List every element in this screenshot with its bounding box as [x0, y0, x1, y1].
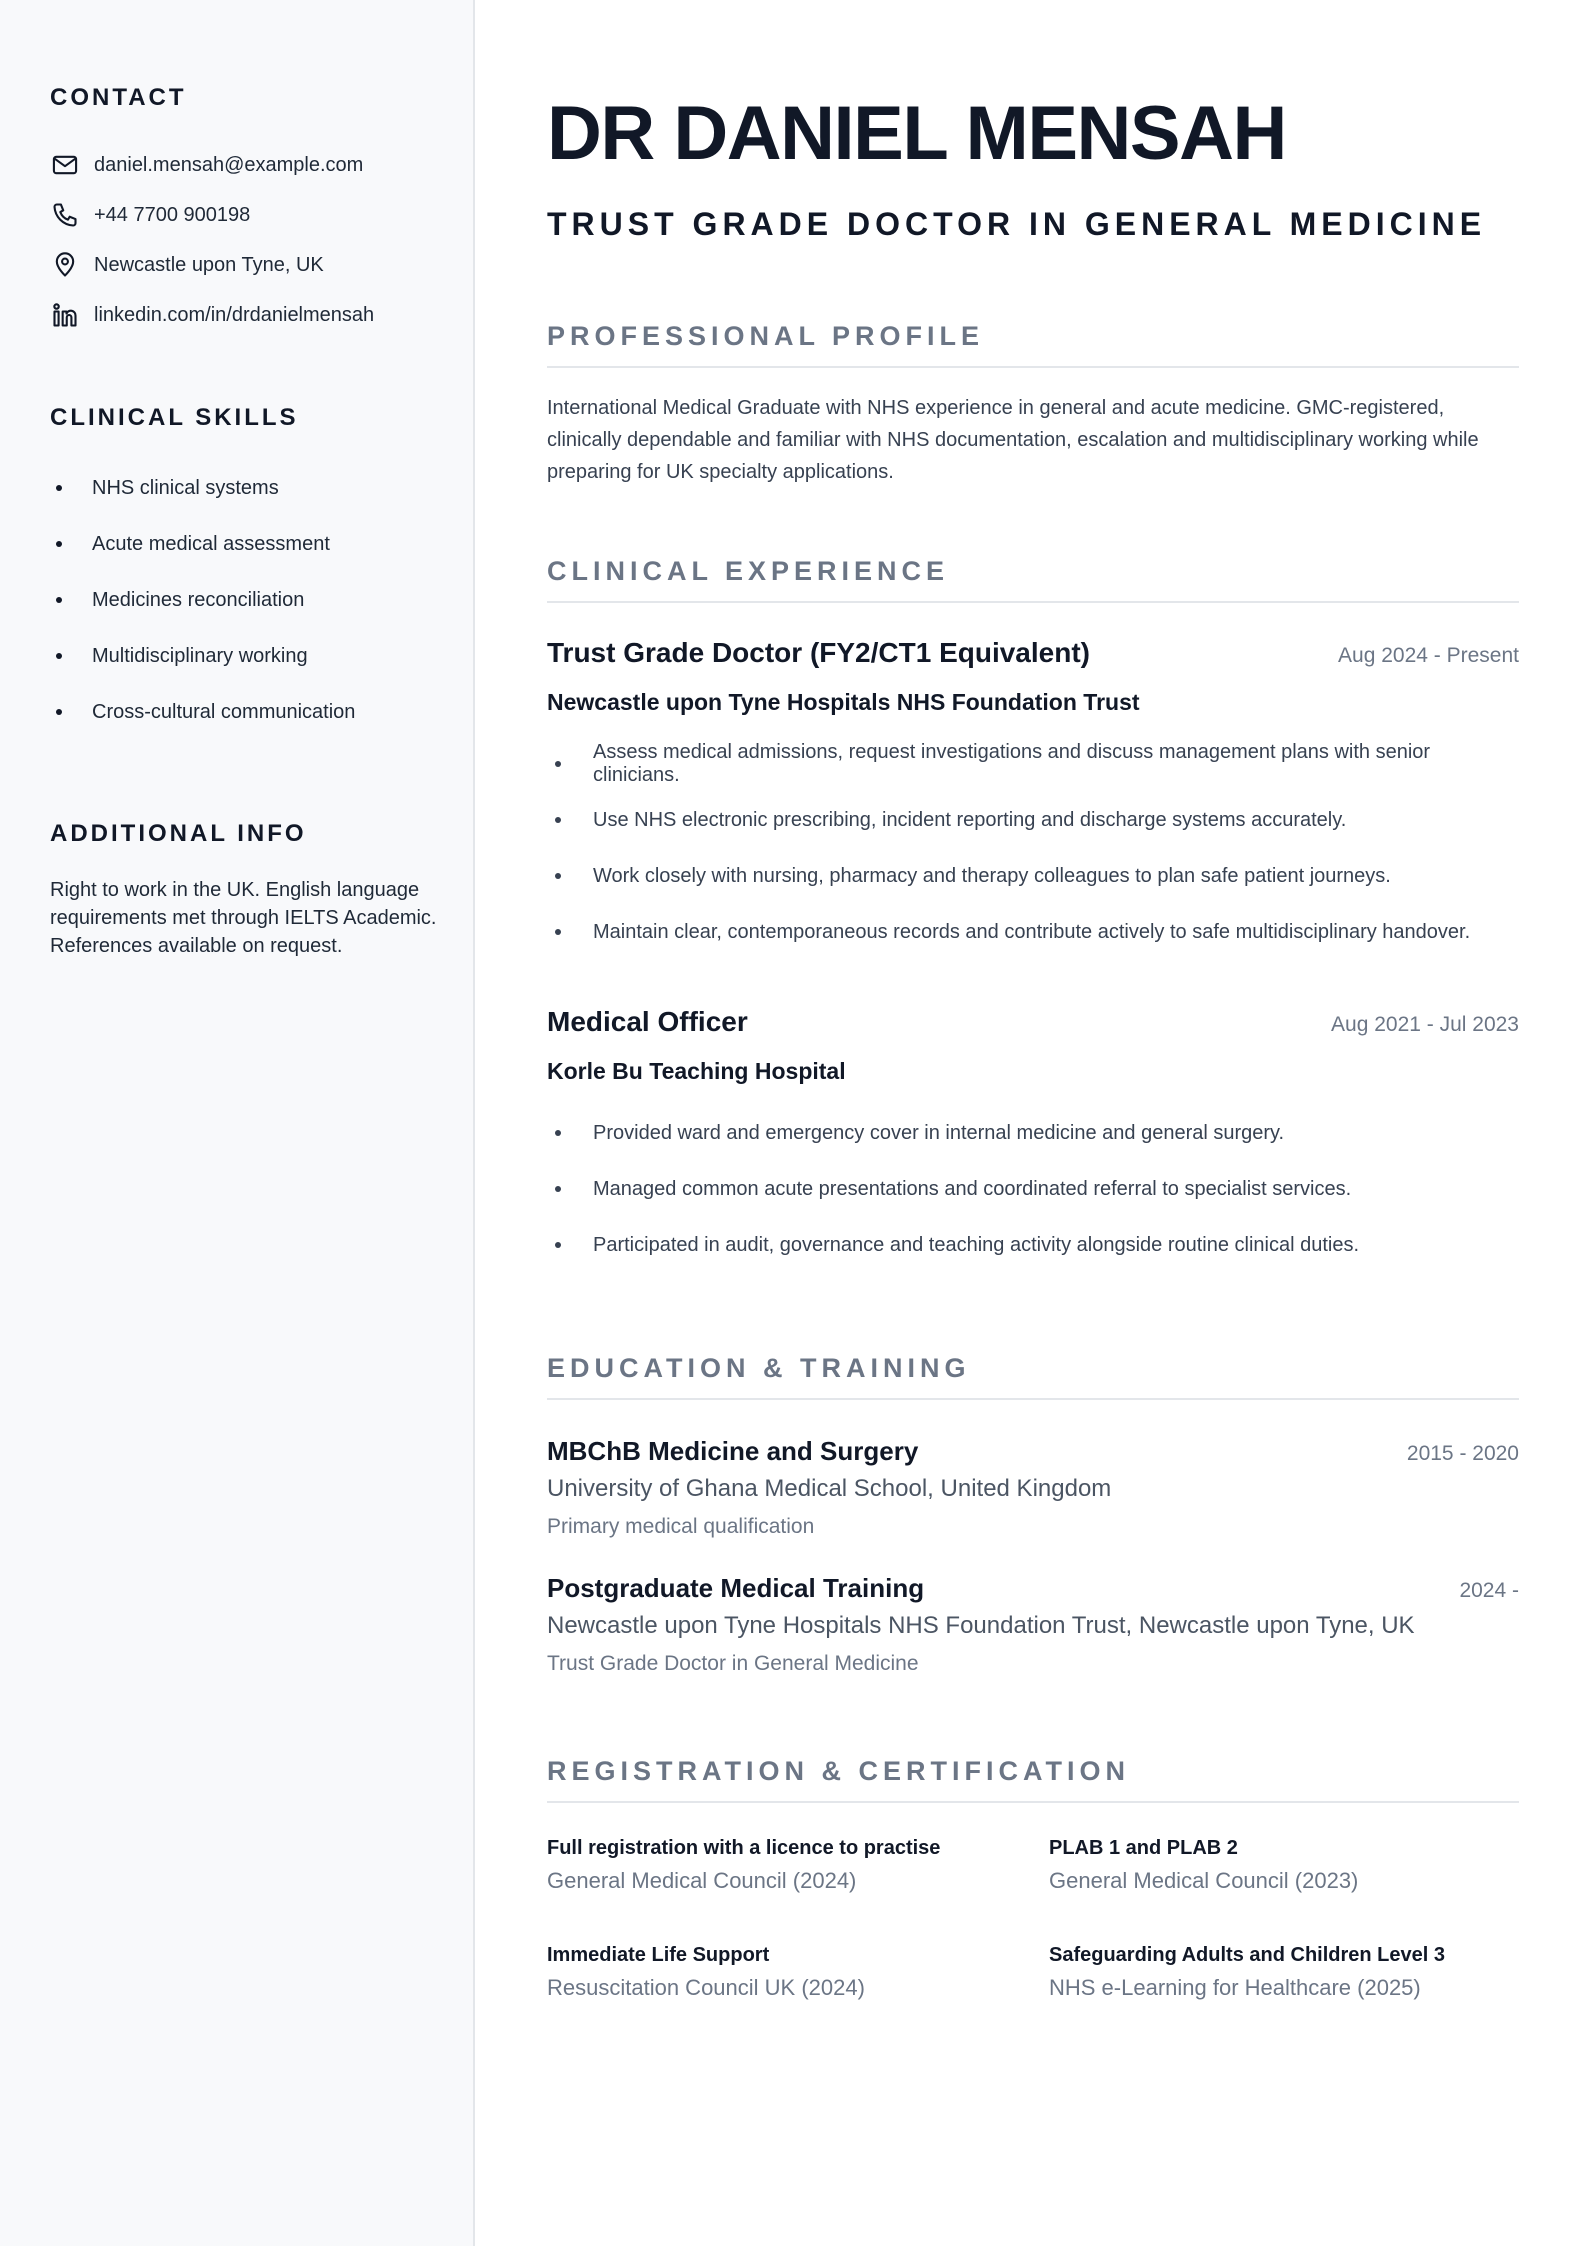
certification-title: PLAB 1 and PLAB 2	[1049, 1837, 1238, 1859]
candidate-name: DR DANIEL MENSAH	[547, 91, 1286, 176]
certification-item	[547, 1944, 1049, 2001]
list-item	[547, 904, 1519, 960]
experience-heading: CLINICAL EXPERIENCE	[547, 556, 1519, 603]
linkedin-icon	[50, 300, 80, 330]
education-note: Primary medical qualification	[547, 1515, 815, 1538]
list-item	[50, 460, 423, 516]
contact-phone-text: +44 7700 900198	[94, 203, 251, 226]
contact-phone[interactable]	[50, 190, 423, 240]
skill-label: Acute medical assessment	[92, 532, 330, 555]
list-item	[547, 1161, 1519, 1217]
education-title: MBChB Medicine and Surgery	[547, 1436, 919, 1466]
bullet-dot	[56, 597, 62, 603]
list-item	[547, 1217, 1519, 1273]
profile-section	[547, 321, 1519, 488]
candidate-headline: TRUST GRADE DOCTOR IN GENERAL MEDICINE	[547, 206, 1487, 242]
bullet-dot	[555, 929, 561, 935]
certification-title: Safeguarding Adults and Children Level 3	[1049, 1944, 1445, 1966]
bullet-dot	[555, 873, 561, 879]
bullet-dot	[555, 1242, 561, 1248]
job-bullets	[547, 736, 1519, 960]
skills-list	[50, 460, 423, 740]
list-item	[547, 736, 1519, 792]
education-entry	[547, 1573, 1519, 1676]
certification-item	[1049, 1944, 1519, 2001]
contact-list	[50, 140, 423, 340]
certification-issuer: General Medical Council (2024)	[547, 1868, 857, 1893]
job-entry	[547, 637, 1519, 960]
contact-linkedin-text: linkedin.com/in/drdanielmensah	[94, 303, 375, 326]
phone-icon	[50, 200, 80, 230]
job-title: Medical Officer	[547, 1006, 748, 1037]
registration-section	[547, 1756, 1519, 2001]
certification-title: Full registration with a licence to practise	[547, 1837, 941, 1859]
list-item	[547, 792, 1519, 848]
bullet-dot	[555, 1186, 561, 1192]
bullet-dot	[555, 1130, 561, 1136]
bullet-dot	[555, 761, 561, 767]
job-dates: Aug 2021 - Jul 2023	[1331, 1013, 1519, 1036]
experience-section	[547, 556, 1519, 1273]
certification-item	[547, 1837, 1049, 1894]
skill-label: NHS clinical systems	[92, 476, 279, 499]
contact-location	[50, 240, 423, 290]
contact-linkedin[interactable]	[50, 290, 423, 340]
education-institution: Newcastle upon Tyne Hospitals NHS Foundation Trust, Newcastle upon Tyne, UK	[547, 1612, 1415, 1639]
bullet-dot	[56, 541, 62, 547]
bullet-text: Provided ward and emergency cover in internal medicine and general surgery.	[593, 1121, 1285, 1144]
bullet-text: Work closely with nursing, pharmacy and therapy colleagues to plan safe patient journeys.	[593, 864, 1391, 887]
education-institution: University of Ghana Medical School, United Kingdom	[547, 1475, 1112, 1502]
list-item	[50, 628, 423, 684]
additional-info-text: Right to work in the UK. English language requirements met through IELTS Academic. References available on request.	[50, 879, 437, 957]
bullet-text: Assess medical admissions, request investigations and discuss management plans with senior clinicians.	[593, 741, 1431, 786]
certification-title: Immediate Life Support	[547, 1944, 770, 1966]
education-note: Trust Grade Doctor in General Medicine	[547, 1652, 919, 1675]
bullet-dot	[56, 485, 62, 491]
certification-issuer: Resuscitation Council UK (2024)	[547, 1975, 865, 2000]
list-item	[50, 516, 423, 572]
list-item	[547, 1105, 1519, 1161]
profile-heading: PROFESSIONAL PROFILE	[547, 321, 1519, 368]
mail-icon	[50, 150, 80, 180]
education-title: Postgraduate Medical Training	[547, 1573, 925, 1603]
location-pin-icon	[50, 250, 80, 280]
job-entry	[547, 1006, 1519, 1273]
education-section	[547, 1353, 1519, 1676]
education-dates: 2024 -	[1459, 1579, 1519, 1602]
certification-issuer: General Medical Council (2023)	[1049, 1868, 1359, 1893]
contact-email-text: daniel.mensah@example.com	[94, 153, 364, 176]
skills-heading: CLINICAL SKILLS	[50, 404, 299, 431]
contact-heading: CONTACT	[50, 84, 187, 111]
main-content	[547, 0, 1519, 2001]
certification-item	[1049, 1837, 1519, 1894]
registration-heading: REGISTRATION & CERTIFICATION	[547, 1756, 1519, 1803]
additional-heading: ADDITIONAL INFO	[50, 820, 307, 847]
sidebar	[0, 0, 475, 2246]
certification-grid	[547, 1837, 1519, 2001]
bullet-dot	[56, 653, 62, 659]
bullet-text: Use NHS electronic prescribing, incident reporting and discharge systems accurately.	[593, 808, 1347, 831]
contact-email[interactable]	[50, 140, 423, 190]
bullet-dot	[555, 817, 561, 823]
job-organisation: Newcastle upon Tyne Hospitals NHS Foundation Trust	[547, 689, 1140, 715]
bullet-text: Managed common acute presentations and coordinated referral to specialist services.	[593, 1177, 1352, 1200]
bullet-dot	[56, 709, 62, 715]
education-entry	[547, 1436, 1519, 1539]
contact-location-text: Newcastle upon Tyne, UK	[94, 253, 324, 276]
list-item	[547, 848, 1519, 904]
skill-label: Multidisciplinary working	[92, 644, 308, 667]
job-bullets	[547, 1105, 1519, 1273]
education-dates: 2015 - 2020	[1406, 1442, 1519, 1465]
skill-label: Cross-cultural communication	[92, 700, 356, 723]
bullet-text: Participated in audit, governance and teaching activity alongside routine clinical duties.	[593, 1233, 1360, 1256]
job-dates: Aug 2024 - Present	[1338, 644, 1519, 667]
bullet-text: Maintain clear, contemporaneous records and contribute actively to safe multidisciplinary handover.	[593, 920, 1471, 943]
list-item	[50, 572, 423, 628]
education-heading: EDUCATION & TRAINING	[547, 1353, 1519, 1400]
certification-issuer: NHS e-Learning for Healthcare (2025)	[1049, 1975, 1421, 2000]
job-organisation: Korle Bu Teaching Hospital	[547, 1058, 846, 1084]
list-item	[50, 684, 423, 740]
skill-label: Medicines reconciliation	[92, 588, 305, 611]
job-title: Trust Grade Doctor (FY2/CT1 Equivalent)	[547, 637, 1090, 668]
profile-text: International Medical Graduate with NHS experience in general and acute medicine. GMC-registered, clinically dependable and familiar with NHS documentation, escalation and multidisciplinary working while preparing for UK specialty applications.	[547, 397, 1479, 483]
